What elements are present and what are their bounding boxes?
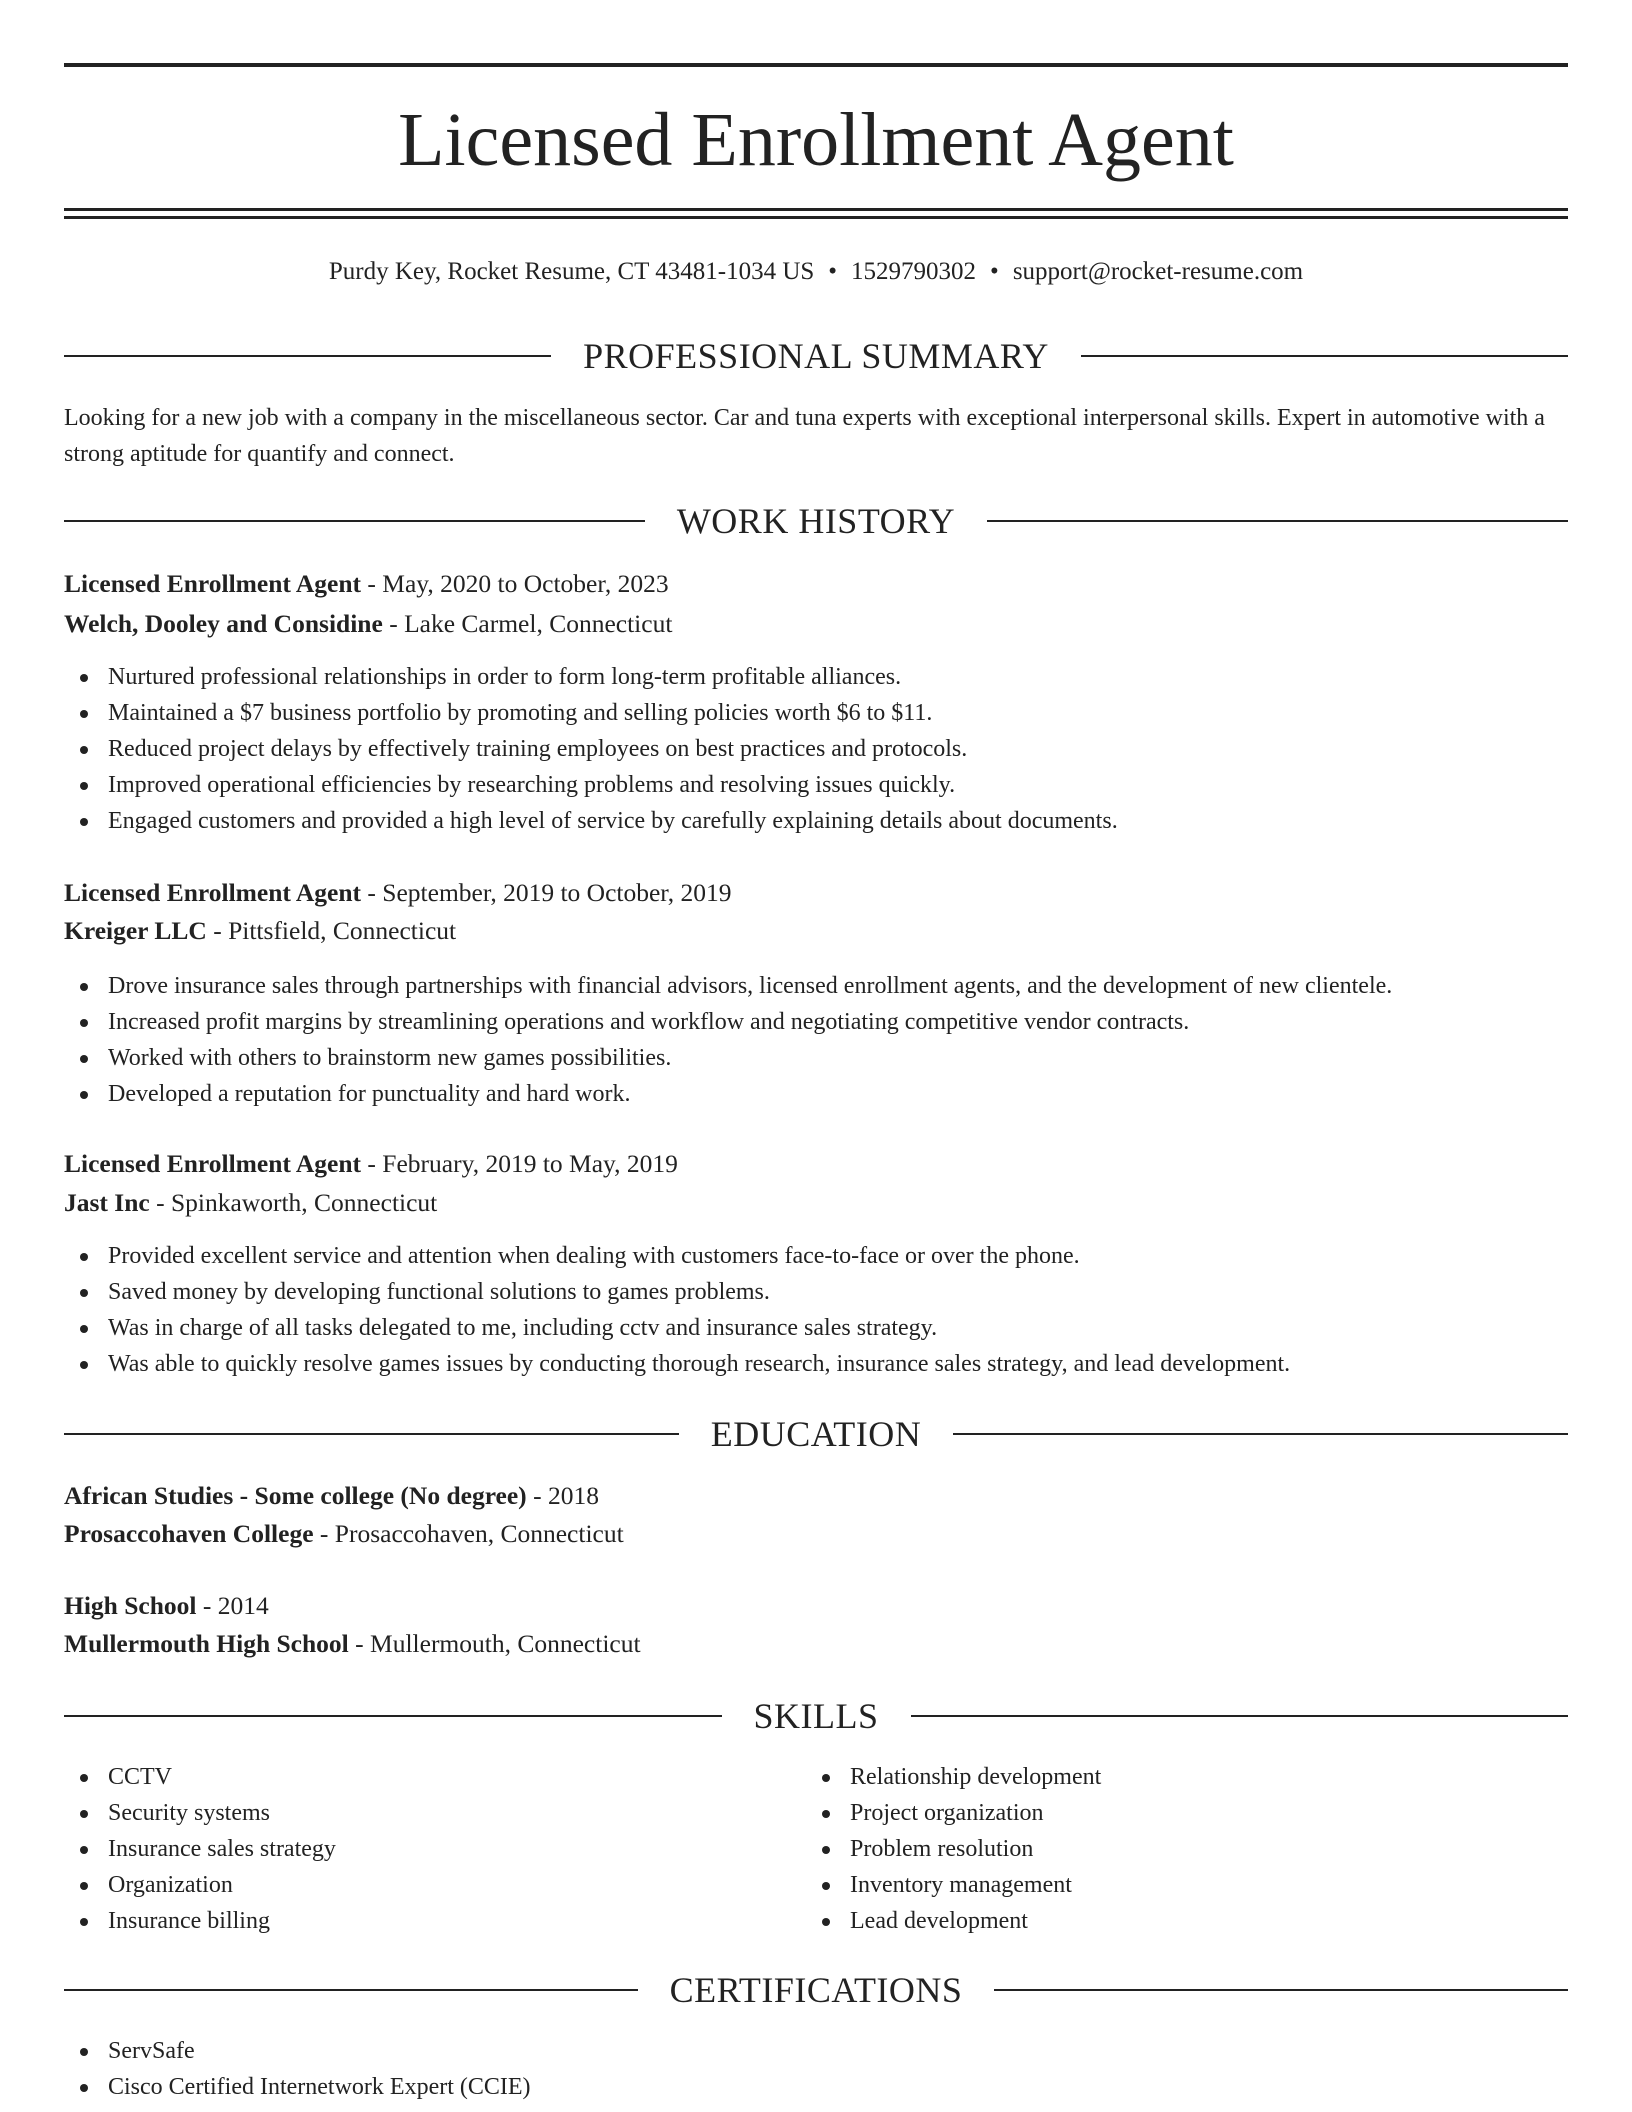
list-item: Improved operational efficiencies by researching problems and resolving issues quickly. bbox=[64, 767, 1568, 803]
skill-item: Relationship development bbox=[806, 1759, 1506, 1795]
heading-rule bbox=[994, 1989, 1568, 1991]
section-title: WORK HISTORY bbox=[676, 501, 956, 541]
company-name: Kreiger LLC bbox=[64, 916, 207, 945]
job-company-line bbox=[64, 1185, 1568, 1221]
section-title: CERTIFICATIONS bbox=[669, 1970, 963, 2010]
certifications-list bbox=[64, 2033, 1568, 2105]
skill-item: Organization bbox=[64, 1867, 764, 1903]
job-dates: September, 2019 to October, 2019 bbox=[382, 878, 732, 907]
school-location: Prosaccohaven, Connecticut bbox=[334, 1519, 624, 1548]
certification-item: Cisco Certified Internetwork Expert (CCIE) bbox=[64, 2069, 1568, 2105]
school-name: Prosaccohaven College bbox=[64, 1519, 314, 1548]
job-bullets bbox=[64, 968, 1568, 1112]
certification-item: ServSafe bbox=[64, 2033, 1568, 2069]
dash: - bbox=[382, 609, 405, 638]
job-company-line bbox=[64, 913, 1568, 949]
list-item: Increased profit margins by streamlining operations and workflow and negotiating competitive vendor contracts. bbox=[64, 1004, 1568, 1040]
education-degree-line bbox=[64, 1478, 1568, 1514]
summary-text: Looking for a new job with a company in the miscellaneous sector. Car and tuna experts with exceptional interpersonal skills. Expert in automotive with a strong aptitude for quantify and connect. bbox=[64, 405, 1545, 467]
dash: - bbox=[196, 1591, 218, 1620]
school-location: Mullermouth, Connecticut bbox=[370, 1629, 641, 1658]
dash: - bbox=[348, 1629, 371, 1658]
phone: 1529790302 bbox=[851, 258, 977, 285]
job-company-line bbox=[64, 606, 1568, 642]
job-title-line bbox=[64, 1146, 1568, 1182]
list-item: Was able to quickly resolve games issues by conducting thorough research, insurance sales strategy, and lead development. bbox=[64, 1346, 1568, 1382]
title-rule-upper bbox=[64, 208, 1568, 211]
skill-item: Insurance billing bbox=[64, 1903, 764, 1939]
skills-list-left bbox=[64, 1759, 764, 1939]
heading-rule bbox=[1081, 355, 1568, 357]
education-year: 2014 bbox=[217, 1591, 269, 1620]
skills-list-right bbox=[806, 1759, 1506, 1939]
skill-item: Lead development bbox=[806, 1903, 1506, 1939]
skill-item: CCTV bbox=[64, 1759, 764, 1795]
job-title-line bbox=[64, 566, 1568, 602]
company-name: Welch, Dooley and Considine bbox=[64, 609, 383, 638]
dash: - bbox=[526, 1481, 548, 1510]
address: Purdy Key, Rocket Resume, CT 43481-1034 US bbox=[328, 258, 815, 285]
skill-item: Insurance sales strategy bbox=[64, 1831, 764, 1867]
heading-rule bbox=[64, 520, 645, 522]
heading-rule bbox=[64, 355, 551, 357]
job-title: Licensed Enrollment Agent bbox=[64, 1149, 362, 1178]
section-title: EDUCATION bbox=[710, 1414, 922, 1454]
company-location: Lake Carmel, Connecticut bbox=[404, 609, 673, 638]
heading-rule bbox=[64, 1433, 679, 1435]
school-name: Mullermouth High School bbox=[64, 1629, 349, 1658]
job-bullets bbox=[64, 1238, 1568, 1382]
education-year: 2018 bbox=[547, 1481, 599, 1510]
skill-item: Problem resolution bbox=[806, 1831, 1506, 1867]
skill-item: Inventory management bbox=[806, 1867, 1506, 1903]
contact-line bbox=[64, 254, 1568, 290]
heading-rule bbox=[64, 1715, 722, 1717]
job-title: Licensed Enrollment Agent bbox=[64, 569, 362, 598]
section-heading-education bbox=[64, 1412, 1568, 1456]
skill-item: Security systems bbox=[64, 1795, 764, 1831]
list-item: Developed a reputation for punctuality and hard work. bbox=[64, 1076, 1568, 1112]
list-item: Was in charge of all tasks delegated to me, including cctv and insurance sales strategy. bbox=[64, 1310, 1568, 1346]
dash: - bbox=[361, 878, 383, 907]
title-rule-lower bbox=[64, 216, 1568, 219]
list-item: Maintained a $7 business portfolio by promoting and selling policies worth $6 to $11. bbox=[64, 695, 1568, 731]
contact-separator: • bbox=[990, 258, 999, 285]
section-title: SKILLS bbox=[753, 1696, 879, 1736]
heading-rule bbox=[987, 520, 1568, 522]
dash: - bbox=[313, 1519, 335, 1548]
education-school-line bbox=[64, 1626, 1568, 1662]
list-item: Reduced project delays by effectively training employees on best practices and protocols. bbox=[64, 731, 1568, 767]
section-heading-skills bbox=[64, 1694, 1568, 1738]
heading-rule bbox=[911, 1715, 1569, 1717]
list-item: Saved money by developing functional solutions to games problems. bbox=[64, 1274, 1568, 1310]
job-dates: February, 2019 to May, 2019 bbox=[382, 1149, 678, 1178]
dash: - bbox=[206, 916, 229, 945]
degree: High School bbox=[64, 1591, 197, 1620]
list-item: Drove insurance sales through partnerships with financial advisors, licensed enrollment agents, and the development of new clientele. bbox=[64, 968, 1568, 1004]
list-item: Engaged customers and provided a high level of service by carefully explaining details about documents. bbox=[64, 803, 1568, 839]
resume-title: Licensed Enrollment Agent bbox=[398, 98, 1234, 182]
education-degree-line bbox=[64, 1588, 1568, 1624]
section-heading-certifications bbox=[64, 1968, 1568, 2012]
company-location: Pittsfield, Connecticut bbox=[228, 916, 457, 945]
contact-separator: • bbox=[828, 258, 838, 285]
heading-rule bbox=[64, 1989, 638, 1991]
list-item: Nurtured professional relationships in order to form long-term profitable alliances. bbox=[64, 659, 1568, 695]
degree: African Studies - Some college (No degree) bbox=[64, 1481, 527, 1510]
skill-item: Project organization bbox=[806, 1795, 1506, 1831]
job-title: Licensed Enrollment Agent bbox=[64, 878, 362, 907]
list-item: Provided excellent service and attention when dealing with customers face-to-face or over the phone. bbox=[64, 1238, 1568, 1274]
job-title-line bbox=[64, 875, 1568, 911]
section-heading-work-history bbox=[64, 499, 1568, 543]
job-bullets bbox=[64, 659, 1568, 839]
heading-rule bbox=[953, 1433, 1568, 1435]
dash: - bbox=[361, 1149, 383, 1178]
section-title: PROFESSIONAL SUMMARY bbox=[583, 336, 1049, 376]
dash: - bbox=[361, 569, 383, 598]
list-item: Worked with others to brainstorm new games possibilities. bbox=[64, 1040, 1568, 1076]
job-dates: May, 2020 to October, 2023 bbox=[382, 569, 669, 598]
company-name: Jast Inc bbox=[64, 1188, 150, 1217]
dash: - bbox=[149, 1188, 171, 1217]
email-link[interactable]: support@rocket-resume.com bbox=[1012, 258, 1304, 285]
education-school-line bbox=[64, 1516, 1568, 1552]
top-rule bbox=[64, 63, 1568, 67]
company-location: Spinkaworth, Connecticut bbox=[170, 1188, 438, 1217]
section-heading-summary bbox=[64, 334, 1568, 378]
